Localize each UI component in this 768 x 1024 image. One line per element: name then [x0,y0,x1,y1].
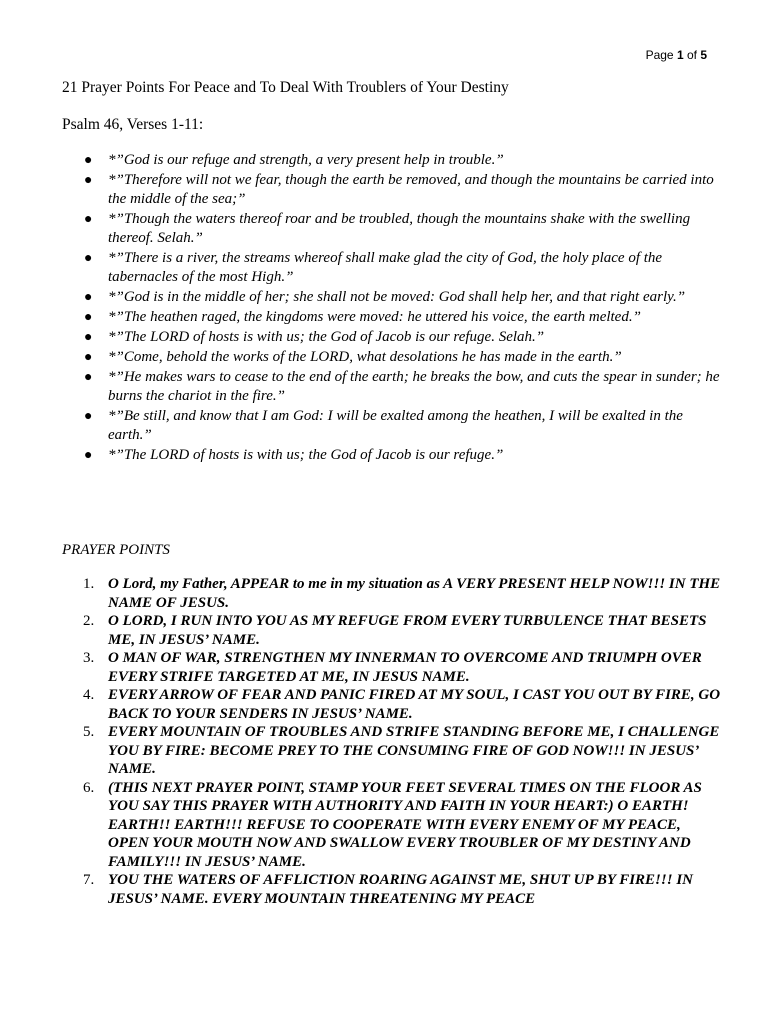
bullet-icon: ● [84,251,93,266]
prayer-point-number: 6. [83,779,95,796]
prayer-point-number: 3. [83,650,95,666]
verse-item [62,328,722,347]
prayer-point-text: EVERY MOUNTAIN OF TROUBLES AND STRIFE STANDING BEFORE ME, I CHALLENGE YOU BY FIRE: BECOME PREY TO THE CONSUMING FIRE OF GOD NOW!!! IN JESUS’ NAME. [108,724,720,777]
prayer-point-text: EVERY ARROW OF FEAR AND PANIC FIRED AT MY SOUL, I CAST YOU OUT BY FIRE, GO BACK TO YOUR SENDERS IN JESUS’ NAME. [108,687,721,722]
prayer-point-text: (THIS NEXT PRAYER POINT, STAMP YOUR FEET SEVERAL TIMES ON THE FLOOR AS YOU SAY THIS PRAYER WITH AUTHORITY AND FAITH IN YOUR HEART:) O EARTH! EARTH!! EARTH!!! REFUSE TO COOPERATE WITH EVERY ENEMY OF MY PEACE, OPEN YOUR MOUTH NOW AND SWALLOW EVERY TROUBLER OF MY DESTINY AND FAMILY!!! IN JESUS’ NAME. [108,779,702,870]
document-title: 21 Prayer Points For Peace and To Deal With Troublers of Your Destiny [62,79,509,96]
prayer-point-number: 7. [83,872,95,888]
verse-text: *”The LORD of hosts is with us; the God of Jacob is our refuge.” [108,447,504,463]
verse-text: *”God is in the middle of her; she shall not be moved: God shall help her, and that right early.” [108,289,686,305]
prayer-point-list [62,575,722,908]
page-number-separator: of [683,48,701,62]
verse-text: *”The LORD of hosts is with us; the God of Jacob is our refuge. Selah.” [108,329,545,345]
bullet-icon: ● [84,370,93,385]
bullet-icon: ● [84,310,93,325]
prayer-point-number: 4. [83,687,95,703]
prayer-point-text: YOU THE WATERS OF AFFLICTION ROARING AGAINST ME, SHUT UP BY FIRE!!! IN JESUS’ NAME. EVERY MOUNTAIN THREATENING MY PEACE [108,872,693,907]
prayer-point-item [62,612,722,649]
verse-text: *”There is a river, the streams whereof shall make glad the city of God, the holy place of the tabernacles of the most High.” [108,250,663,285]
verse-item [62,151,722,170]
verse-item [62,308,722,327]
prayer-point-number: 2. [83,613,95,629]
prayer-points-heading: PRAYER POINTS [62,542,170,558]
verse-item [62,249,722,287]
bullet-icon: ● [84,409,93,424]
prayer-point-item [62,779,722,872]
verse-text: *”Therefore will not we fear, though the earth be removed, and though the mountains be carried into the middle of the sea;” [108,172,714,207]
verse-text: *”He makes wars to cease to the end of the earth; he breaks the bow, and cuts the spear in sunder; he burns the chariot in the fire.” [108,369,720,404]
verse-text: *”Come, behold the works of the LORD, what desolations he has made in the earth.” [108,349,622,365]
verse-text: *”Though the waters thereof roar and be troubled, though the mountains shake with the swelling thereof. Selah.” [108,211,691,246]
verse-item [62,407,722,445]
page-number-prefix: Page [645,48,677,62]
verse-item [62,288,722,307]
bullet-icon: ● [84,173,93,188]
verse-text: *”Be still, and know that I am God: I will be exalted among the heathen, I will be exalted in the earth.” [108,408,683,443]
prayer-point-text: O MAN OF WAR, STRENGTHEN MY INNERMAN TO OVERCOME AND TRIUMPH OVER EVERY STRIFE TARGETED AT ME, IN JESUS NAME. [108,650,702,685]
prayer-point-item [62,686,722,723]
verse-text: *”The heathen raged, the kingdoms were moved: he uttered his voice, the earth melted.” [108,309,641,325]
verse-item [62,368,722,406]
page-number-current: 1 [676,48,684,62]
bullet-icon: ● [84,290,93,305]
bullet-icon: ● [84,350,93,365]
verse-list [62,151,722,466]
prayer-point-text: O LORD, I RUN INTO YOU AS MY REFUGE FROM EVERY TURBULENCE THAT BESETS ME, IN JESUS’ NAME. [108,613,707,648]
prayer-point-item [62,871,722,908]
prayer-point-item [62,723,722,779]
bullet-icon: ● [84,448,93,463]
psalm-heading: Psalm 46, Verses 1-11: [62,116,204,133]
prayer-point-item [62,575,722,612]
verse-item [62,210,722,248]
verse-item [62,446,722,465]
verse-item [62,348,722,367]
prayer-point-number: 1. [83,576,95,592]
page-number [646,47,707,63]
verse-text: *”God is our refuge and strength, a very present help in trouble.” [108,152,504,168]
prayer-point-number: 5. [83,724,95,740]
verse-item [62,171,722,209]
page-number-total: 5 [700,48,707,62]
prayer-point-item [62,649,722,686]
prayer-point-text: O Lord, my Father, APPEAR to me in my situation as A VERY PRESENT HELP NOW!!! IN THE NAME OF JESUS. [108,576,721,611]
bullet-icon: ● [84,212,93,227]
bullet-icon: ● [84,330,93,345]
bullet-icon: ● [84,153,93,168]
